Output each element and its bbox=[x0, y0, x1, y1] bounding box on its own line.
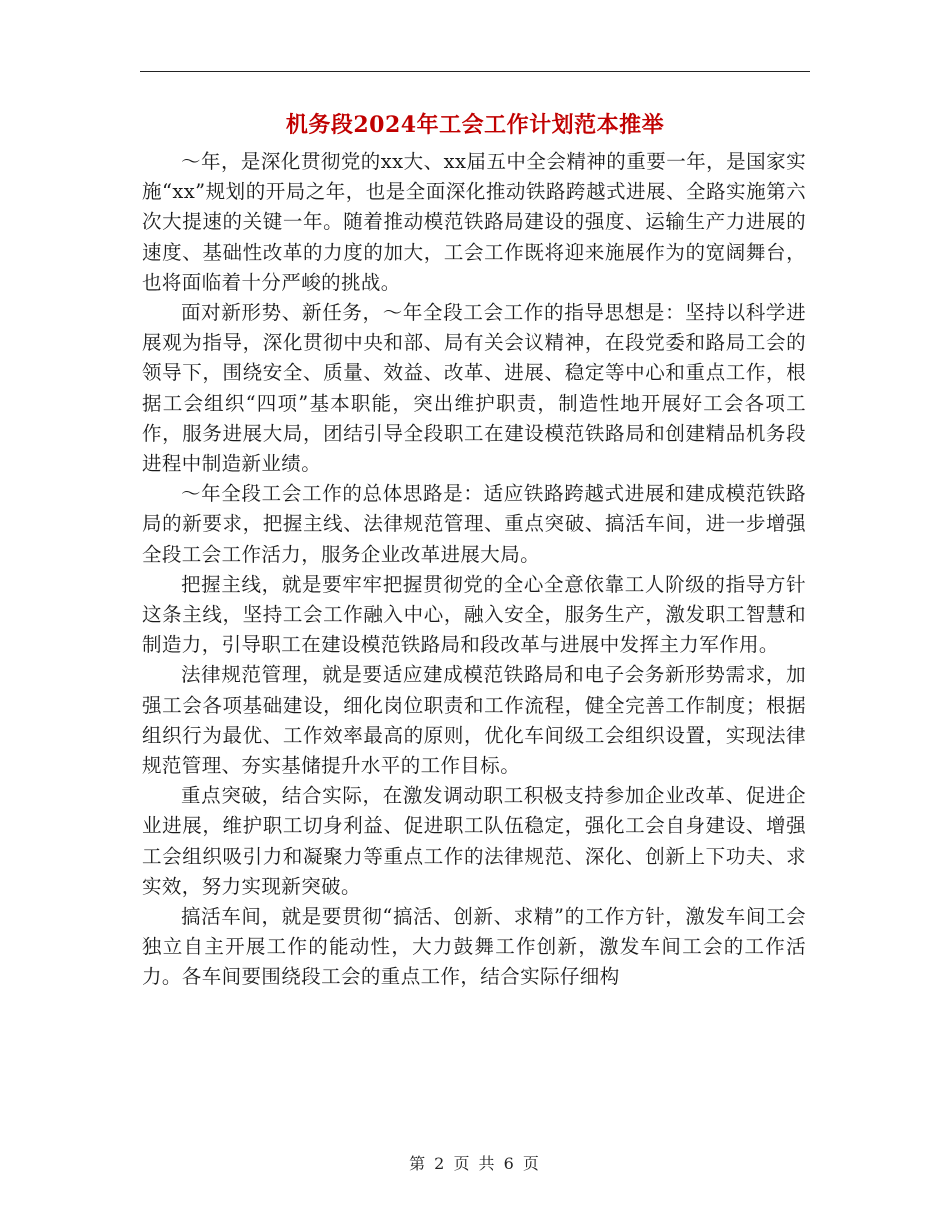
paragraph: 把握主线，就是要牢牢把握贯彻党的全心全意依靠工人阶级的指导方针这条主线，坚持工会工作融入中心，融入安全，服务生产，激发职工智慧和制造力，引导职工在建设模范铁路局和段改革与进展中发挥主力军作用。 bbox=[142, 572, 806, 657]
paragraph: ～年全段工会工作的总体思路是：适应铁路跨越式进展和建成模范铁路局的新要求，把握主线、法律规范管理、重点突破、搞活车间，进一步增强全段工会工作活力，服务企业改革进展大局。 bbox=[142, 482, 806, 566]
paragraph: 法律规范管理，就是要适应建成模范铁路局和电子会务新形势需求，加强工会各项基础建设，细化岗位职责和工作流程，健全完善工作制度；根据组织行为最优、工作效率最高的原则，优化车间级工会组织设置，实现法律规范管理、夯实基储提升水平的工作目标。 bbox=[142, 663, 806, 778]
paragraph: ～年，是深化贯彻党的xx大、xx届五中全会精神的重要一年，是国家实施“xx”规划的开局之年，也是全面深化推动铁路跨越式进展、全路实施第六次大提速的关键一年。随着推动模范铁路局建设的强度、运输生产力进展的速度、基础性改革的力度的加大，工会工作既将迎来施展作为的宽阔舞台，也将面临着十分严峻的挑战。 bbox=[142, 150, 806, 294]
page-number: 第 2 页 共 6 页 bbox=[409, 1154, 541, 1173]
document-body bbox=[142, 147, 806, 993]
document-title: 机务段2024年工会工作计划范本推举 bbox=[285, 112, 665, 138]
paragraph: 面对新形势、新任务，～年全段工会工作的指导思想是：坚持以科学进展观为指导，深化贯彻中央和部、局有关会议精神，在段党委和路局工会的领导下，围绕安全、质量、效益、改革、进展、稳定等中心和重点工作，根据工会组织“四项”基本职能，突出维护职责，制造性地开展好工会各项工作，服务进展大局，团结引导全段职工在建设模范铁路局和创建精品机务段进程中制造新业绩。 bbox=[142, 301, 806, 476]
paragraph: 搞活车间，就是要贯彻“搞活、创新、求精”的工作方针，激发车间工会独立自主开展工作的能动性，大力鼓舞工作创新，激发车间工会的工作活力。各车间要围绕段工会的重点工作，结合实际仔细构 bbox=[142, 905, 806, 989]
header-rule bbox=[140, 71, 810, 72]
paragraph: 重点突破，结合实际，在激发调动职工积极支持参加企业改革、促进企业进展，维护职工切身利益、促进职工队伍稳定，强化工会自身建设、增强工会组织吸引力和凝聚力等重点工作的法律规范、深化、创新上下功夫、求实效，努力实现新突破。 bbox=[142, 784, 806, 898]
